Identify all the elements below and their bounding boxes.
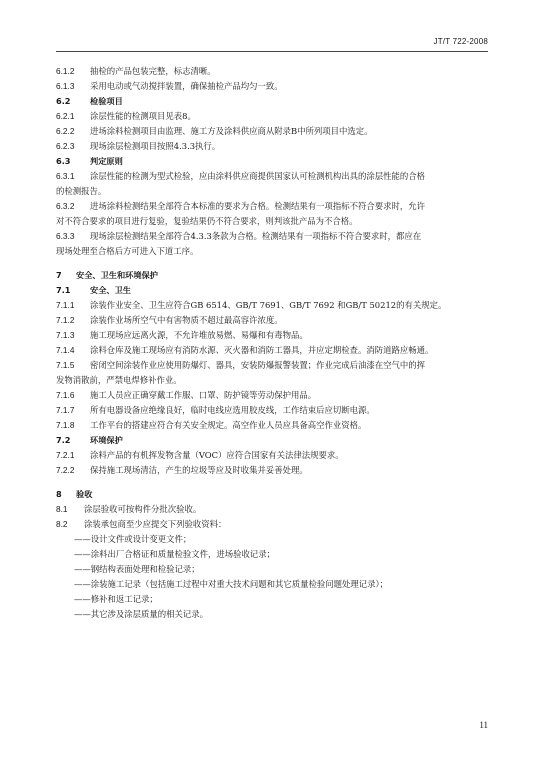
clause-number: 6.1.3 [56, 81, 75, 91]
clause-line [56, 214, 488, 229]
clause-number: 7.1 [56, 285, 71, 295]
clause-text: 工作平台的搭建应符合有关安全规定。高空作业人员应具备高空作业资格。 [90, 420, 367, 430]
heading-text: 检验项目 [90, 96, 123, 106]
clause-number: 6.3.3 [56, 231, 75, 241]
clause-text: ——修补和返工记录； [74, 594, 158, 604]
heading-text: 验收 [76, 489, 93, 499]
section-heading [56, 268, 488, 283]
clause-line [56, 448, 488, 463]
list-item [56, 547, 488, 562]
page-number: 11 [479, 720, 488, 730]
clause-text: 涂料仓库及施工现场应有消防水源、灭火器和消防工器具，并应定期检查。消防道路应畅通。 [90, 345, 434, 355]
clause-number: 6.3.2 [56, 201, 75, 211]
clause-text: 保持施工现场清洁，产生的垃圾等应及时收集并妥善处理。 [90, 465, 308, 475]
section-heading [56, 433, 488, 448]
clause-text: 现场处理至合格后方可进入下道工序。 [56, 246, 199, 256]
clause-number: 7.1.2 [56, 315, 75, 325]
section-heading [56, 94, 488, 109]
heading-text: 判定原则 [90, 156, 123, 166]
clause-number: 7.2.2 [56, 465, 75, 475]
section-heading [56, 283, 488, 298]
clause-line [56, 463, 488, 478]
clause-line [56, 244, 488, 259]
section-heading [56, 487, 488, 502]
clause-number: 7.1.4 [56, 345, 75, 355]
clause-number: 8 [56, 489, 62, 499]
clause-line [56, 229, 488, 244]
clause-text: ——钢结构表面处理和检验记录； [74, 564, 200, 574]
clause-text: 进场涂料检测结果全部符合本标准的要求为合格。检测结果有一项指标不符合要求时，允许 [90, 201, 425, 211]
clause-number: 7.1.8 [56, 420, 75, 430]
clause-text: 涂装作业场所空气中有害物质不超过最高容许浓度。 [90, 315, 283, 325]
clause-line [56, 64, 488, 79]
clause-line [56, 184, 488, 199]
clause-number: 6.2.3 [56, 141, 75, 151]
list-item [56, 532, 488, 547]
heading-text: 环境保护 [90, 435, 123, 445]
clause-text: 施工现场应远离火源，不允许堆放易燃、易爆和有毒物品。 [90, 330, 308, 340]
clause-line [56, 298, 488, 313]
clause-line [56, 109, 488, 124]
header-rule [56, 51, 488, 52]
clause-text: 现场涂层检测项目按照4.3.3执行。 [90, 141, 221, 151]
clause-text: ——涂装施工记录（包括施工过程中对重大技术问题和其它质量检验问题处理记录）； [74, 579, 389, 589]
clause-line [56, 388, 488, 403]
clause-text: 涂层验收可按构件分批次验收。 [84, 504, 202, 514]
section-heading [56, 154, 488, 169]
clause-number: 7.1.1 [56, 300, 75, 310]
clause-line [56, 502, 488, 517]
heading-text: 安全、卫生和环境保护 [76, 270, 158, 280]
clause-text: ——其它涉及涂层质量的相关记录。 [74, 609, 208, 619]
clause-line [56, 343, 488, 358]
clause-text: ——设计文件或设计变更文件； [74, 534, 192, 544]
list-item [56, 607, 488, 622]
clause-line [56, 517, 488, 532]
clause-number: 7.2 [56, 435, 71, 445]
clause-line [56, 169, 488, 184]
list-item [56, 592, 488, 607]
clause-number: 7.1.7 [56, 405, 75, 415]
clause-number: 7.1.3 [56, 330, 75, 340]
clause-number: 6.3.1 [56, 171, 75, 181]
clause-text: 密闭空间涂装作业应使用防爆灯、器具，安装防爆报警装置；作业完成后油漆在空气中的挥 [90, 360, 425, 370]
list-item [56, 577, 488, 592]
clause-text: 现场涂层检测结果全部符合4.3.3条款为合格。检测结果有一项指标不符合要求时，都应在 [90, 231, 422, 241]
clause-line [56, 328, 488, 343]
clause-number: 6.2.1 [56, 111, 75, 121]
clause-line [56, 403, 488, 418]
clause-text: 的检测报告。 [56, 186, 107, 196]
clause-number: 6.2.2 [56, 126, 75, 136]
heading-text: 安全、卫生 [90, 285, 131, 295]
clause-text: ——涂料出厂合格证和质量检验文件，进场验收记录； [74, 549, 275, 559]
standard-code: JT/T 722-2008 [433, 37, 488, 46]
clause-line [56, 418, 488, 433]
clause-number: 6.3 [56, 156, 71, 166]
clause-text: 采用电动或气动搅拌装置，确保抽检产品均匀一致。 [90, 81, 283, 91]
clause-text: 涂装承包商至少应提交下列验收资料： [84, 519, 227, 529]
clause-line [56, 139, 488, 154]
clause-text: 涂装作业安全、卫生应符合GB 6514、GB/T 7691、GB/T 7692 和GB/T 50212的有关规定。 [90, 300, 447, 310]
clause-line [56, 199, 488, 214]
clause-line [56, 79, 488, 94]
list-item [56, 562, 488, 577]
clause-text: 涂层性能的检测为型式检验，应由涂料供应商提供国家认可检测机构出具的涂层性能的合格 [90, 171, 425, 181]
clause-number: 6.2 [56, 96, 71, 106]
clause-number: 6.1.2 [56, 66, 75, 76]
clause-number: 7.1.5 [56, 360, 75, 370]
clause-text: 发物消散前，严禁电焊修补作业。 [56, 375, 182, 385]
section-gap [56, 478, 488, 487]
clause-text: 对不符合要求的项目进行复验，复验结果仍不符合要求，则判该批产品为不合格。 [56, 216, 358, 226]
body-text [56, 64, 488, 622]
clause-line [56, 313, 488, 328]
clause-text: 施工人员应正确穿戴工作服、口罩、防护镜等劳动保护用品。 [90, 390, 317, 400]
clause-number: 7.2.1 [56, 450, 75, 460]
clause-text: 涂料产品的有机挥发物含量（VOC）应符合国家有关法律法规要求。 [90, 450, 344, 460]
clause-number: 8.1 [56, 504, 68, 514]
clause-line [56, 358, 488, 373]
clause-number: 7 [56, 270, 62, 280]
clause-text: 所有电器设备应绝缘良好，临时电线应选用胶皮线，工作结束后应切断电源。 [90, 405, 375, 415]
clause-text: 进场涂料检测项目由监理、施工方及涂料供应商从附录B中所列项目中选定。 [90, 126, 373, 136]
section-gap [56, 259, 488, 268]
clause-line [56, 373, 488, 388]
clause-text: 抽检的产品包装完整，标志清晰。 [90, 66, 216, 76]
clause-number: 7.1.6 [56, 390, 75, 400]
clause-number: 8.2 [56, 519, 68, 529]
clause-text: 涂层性能的检测项目见表8。 [90, 111, 196, 121]
clause-line [56, 124, 488, 139]
